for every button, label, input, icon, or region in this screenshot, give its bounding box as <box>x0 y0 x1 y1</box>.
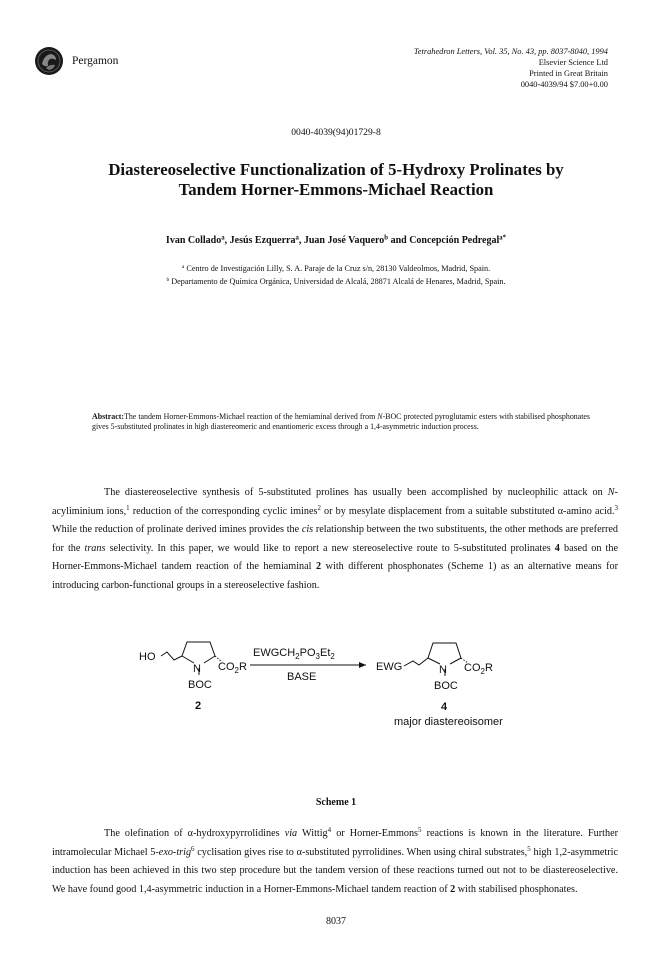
author-list <box>40 235 632 246</box>
body-paragraph-1: The diastereoselective synthesis of 5-substituted prolines has usually been accomplished by nucleophilic attack on N-acyliminium ions,$^1$ reduction of the corresponding cyclic imines$^2$ or by mesylate displacement from a suitable substituted α-amino acid.$^3$ While the reduction of prolinate derived imines provides the cis relationship between the two substituents, the other methods are preferred for the trans selectivity. In this paper, we would like to report a new stereoselective route to 5-substituted prolinates 4 based on the Horner-Emmons-Michael tandem reaction of the hemiaminal 2 with different phosphonates (Scheme 1) as an alternative means for introducing carbon-functional groups in a stereoselective fashion. <box>52 487 619 591</box>
affiliations <box>40 262 632 288</box>
author-name: Juan José Vaquero <box>303 235 385 246</box>
base-label: BASE <box>287 671 317 683</box>
affiliation-mark: a <box>181 263 185 270</box>
author-affiliation-mark: b <box>384 234 389 242</box>
printed-line: Printed in Great Britain <box>529 69 608 78</box>
affiliation-text: Centro de Investigación Lilly, S. A. Paraje de la Cruz s/n, 28130 Valdeolmos, Madrid, Spain. <box>186 264 491 273</box>
journal-citation: Tetrahedron Letters, Vol. 35, No. 43, pp. 8037-8040, 1994 <box>413 47 608 56</box>
title-line-2: Tandem Horner-Emmons-Michael Reaction <box>178 180 494 199</box>
reference-mark: 3 <box>614 504 619 512</box>
nitrogen-label: N <box>193 663 201 675</box>
issn-price: 0040-4039/94 $7.00+0.00 <box>520 80 608 89</box>
publisher-name: Pergamon <box>72 55 119 67</box>
author-separator: and <box>388 235 410 246</box>
journal-info <box>414 46 608 90</box>
paper-title <box>40 160 632 200</box>
title-line-1: Diastereoselective Functionalization of 5-Hydroxy Prolinates by <box>108 160 564 179</box>
abstract-text: -BOC protected pyroglutamic esters with stabilised phosphonates gives 5-substituted prolinates in high diastereomeric and enantiomeric excess through a 1,4-asymmetric induction process. <box>92 412 590 431</box>
author-affiliation-mark: a <box>221 234 225 242</box>
ester-label: $CO_2R$ <box>218 661 247 675</box>
author-name: Concepción Pedregal <box>409 235 500 246</box>
body-paragraph-2: The olefination of α-hydroxypyrrolidines via Wittig$^4$ or Horner-Emmons$^5$ reactions is known in the literature. Further intramolecular Michael 5-exo-trig$^6$ cyclisation gives rise to α-substituted pyrrolidines. When using chiral substrates,$^5$ high 1,2-asymmetric induction has been achieved in this two step procedure but the tandem version of these reactions turned out not to be diastereoselective. We have found good 1,4-asymmetric induction in a Horner-Emmons-Michael tandem reaction of 2 with stabilised phosphonates. <box>52 827 618 895</box>
page-number: 8037 <box>326 916 346 927</box>
reagent-formula: $EWGCH_2PO_3Et_2$ <box>253 647 335 661</box>
ewg-label: EWG <box>376 661 403 673</box>
affiliation-text: Departamento de Química Orgánica, Universidad de Alcalá, 28871 Alcalá de Henares, Madrid, Spain. <box>171 277 506 286</box>
hydroxy-label: HO <box>139 651 156 663</box>
reference-mark: 6 <box>191 845 195 853</box>
author-separator: , <box>298 235 304 246</box>
author-separator: , <box>224 235 230 246</box>
pyrrolidine-ring-4 <box>404 643 468 676</box>
reference-mark: 4 <box>327 827 332 835</box>
reference-mark: 5 <box>527 845 531 853</box>
abstract-italic: N <box>377 412 383 421</box>
author-affiliation-mark: a <box>295 234 299 242</box>
pergamon-logo-icon <box>34 46 64 76</box>
reference-mark: 5 <box>418 827 422 835</box>
scheme-caption: Scheme 1 <box>315 797 357 808</box>
author-name: Ivan Collado <box>165 235 222 246</box>
affiliation-item <box>40 262 632 275</box>
reference-mark: 2 <box>317 504 321 512</box>
author-affiliation-mark: a* <box>499 234 507 242</box>
ester-label: $CO_2R$ <box>464 662 493 676</box>
author-name: Jesús Ezquerra <box>229 235 296 246</box>
arrow-head-icon <box>359 662 366 668</box>
nitrogen-label: N <box>439 664 447 676</box>
major-diastereoisomer-label: major diastereoisomer <box>394 716 503 728</box>
abstract-label: Abstract: <box>92 412 124 421</box>
reaction-scheme <box>130 632 550 732</box>
abstract-text: The tandem Horner-Emmons-Michael reaction of the hemiaminal derived from <box>124 412 378 421</box>
affiliation-item <box>40 275 632 288</box>
doi-code: 0040-4039(94)01729-8 <box>291 127 381 138</box>
compound-4-label: 4 <box>441 701 448 713</box>
abstract <box>92 412 590 432</box>
boc-label: BOC <box>434 680 458 692</box>
publisher-line: Elsevier Science Ltd <box>538 58 608 67</box>
compound-2-label: 2 <box>195 700 202 712</box>
reference-mark: 1 <box>126 504 130 512</box>
boc-label: BOC <box>188 679 212 691</box>
affiliation-mark: b <box>166 276 170 283</box>
pyrrolidine-ring-2 <box>161 642 222 675</box>
